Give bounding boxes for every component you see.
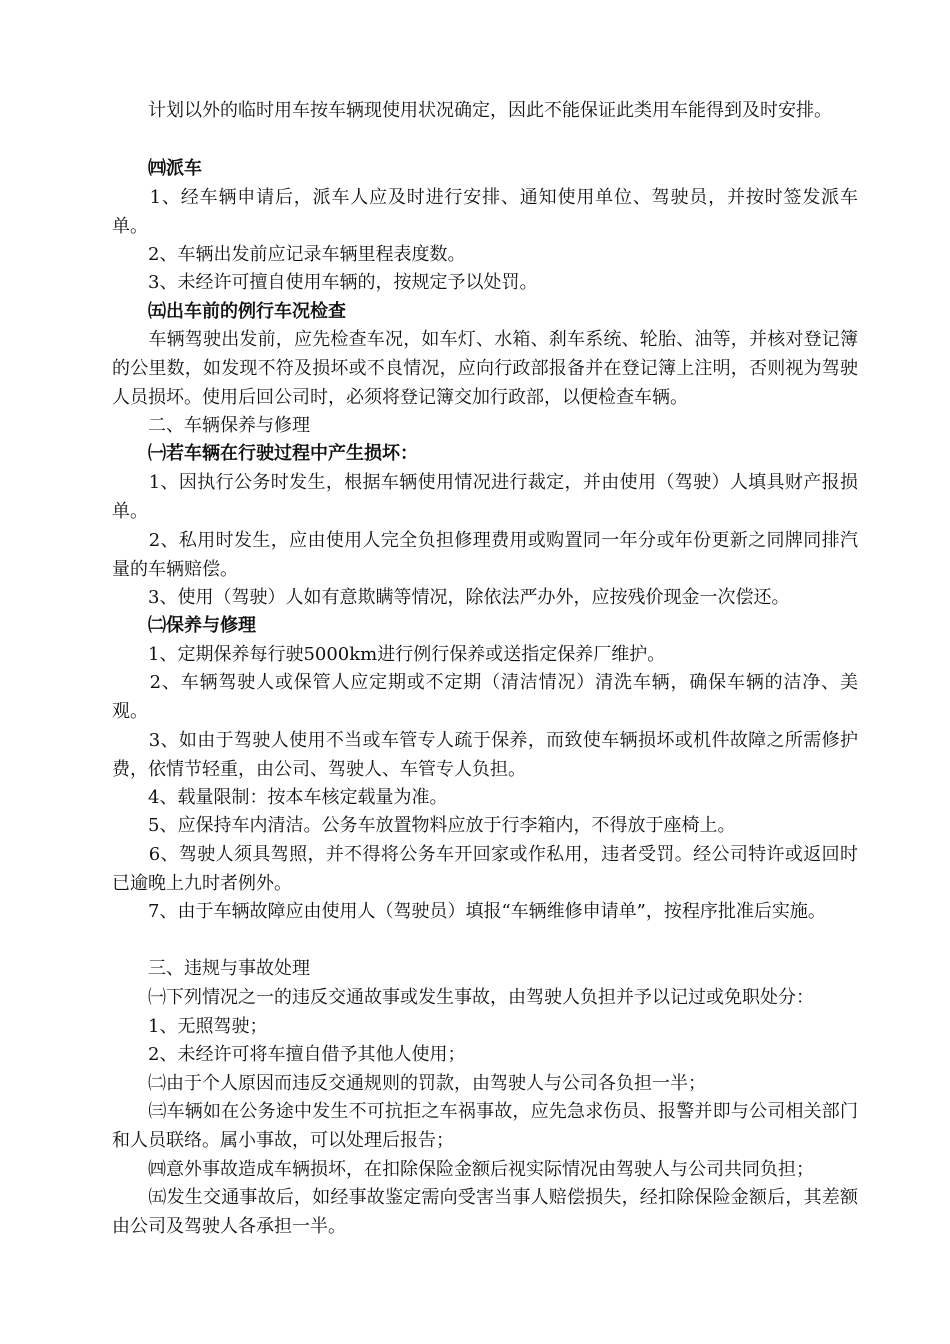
paragraph: 3、未经许可擅自使用车辆的，按规定予以处罚。 <box>112 272 538 293</box>
paragraph: 2、私用时发生，应由使用人完全负担修理费用或购置同一年分或年份更新之同牌同排汽量的车辆赔偿。 <box>112 530 858 580</box>
paragraph: ㈤发生交通事故后，如经事故鉴定需向受害当事人赔偿损失，经扣除保险金额后，其差额由公司及驾驶人各承担一半。 <box>112 1187 858 1237</box>
paragraph: 2、车辆出发前应记录车辆里程表度数。 <box>112 244 466 265</box>
paragraph: ㈢车辆如在公务途中发生不可抗拒之车祸事故，应先急求伤员、报警并即与公司相关部门和人员联络。属小事故，可以处理后报告； <box>112 1101 858 1151</box>
paragraph: ㈣意外事故造成车辆损坏，在扣除保险金额后视实际情况由驾驶人与公司共同负担； <box>112 1159 814 1180</box>
section-heading: ㈣派车 <box>112 158 202 179</box>
paragraph: ㈠下列情况之一的违反交通故事或发生事故，由驾驶人负担并予以记过或免职处分： <box>112 987 814 1008</box>
paragraph: 2、车辆驾驶人或保管人应定期或不定期（清洁情况）清洗车辆，确保车辆的洁净、美观。 <box>112 672 858 722</box>
paragraph: 1、经车辆申请后，派车人应及时进行安排、通知使用单位、驾驶员，并按时签发派车单。 <box>112 187 858 237</box>
section-heading: ㈠若车辆在行驶过程中产生损坏： <box>112 443 418 464</box>
paragraph: 4、载量限制：按本车核定载量为准。 <box>112 787 448 808</box>
paragraph: 3、使用（驾驶）人如有意欺瞒等情况，除依法严办外，应按残价现金一次偿还。 <box>112 587 790 608</box>
paragraph: 5、应保持车内清洁。公务车放置物料应放于行李箱内，不得放于座椅上。 <box>112 815 736 836</box>
paragraph: 3、如由于驾驶人使用不当或车管专人疏于保养，而致使车辆损坏或机件故障之所需修护费，依情节轻重，由公司、驾驶人、车管专人负担。 <box>112 730 858 780</box>
paragraph: 6、驾驶人须具驾照，并不得将公务车开回家或作私用，违者受罚。经公司特许或返回时已逾晚上九时者例外。 <box>112 844 858 894</box>
paragraph: 车辆驾驶出发前，应先检查车况，如车灯、水箱、刹车系统、轮胎、油等，并核对登记簿的公里数，如发现不符及损坏或不良情况，应向行政部报备并在登记簿上注明，否则视为驾驶人员损坏。使用后回公司时，必须将登记簿交加行政部，以便检查车辆。 <box>112 329 858 408</box>
chapter-heading: 三、违规与事故处理 <box>112 958 310 979</box>
chapter-heading: 二、车辆保养与修理 <box>112 415 310 436</box>
paragraph: 1、无照驾驶； <box>112 1016 268 1037</box>
paragraph: ㈡由于个人原因而违反交通规则的罚款，由驾驶人与公司各负担一半； <box>112 1073 706 1094</box>
paragraph: 7、由于车辆故障应由使用人（驾驶员）填报“车辆维修申请单”，按程序批准后实施。 <box>112 901 826 922</box>
paragraph: 计划以外的临时用车按车辆现使用状况确定，因此不能保证此类用车能得到及时安排。 <box>112 100 832 121</box>
section-heading: ㈤出车前的例行车况检查 <box>112 301 346 322</box>
paragraph: 1、因执行公务时发生，根据车辆使用情况进行裁定，并由使用（驾驶）人填具财产报损单。 <box>112 472 858 522</box>
section-heading: ㈡保养与修理 <box>112 615 256 636</box>
paragraph: 2、未经许可将车擅自借予其他人使用； <box>112 1044 466 1065</box>
paragraph: 1、定期保养每行驶5000km进行例行保养或送指定保养厂维护。 <box>112 644 666 665</box>
